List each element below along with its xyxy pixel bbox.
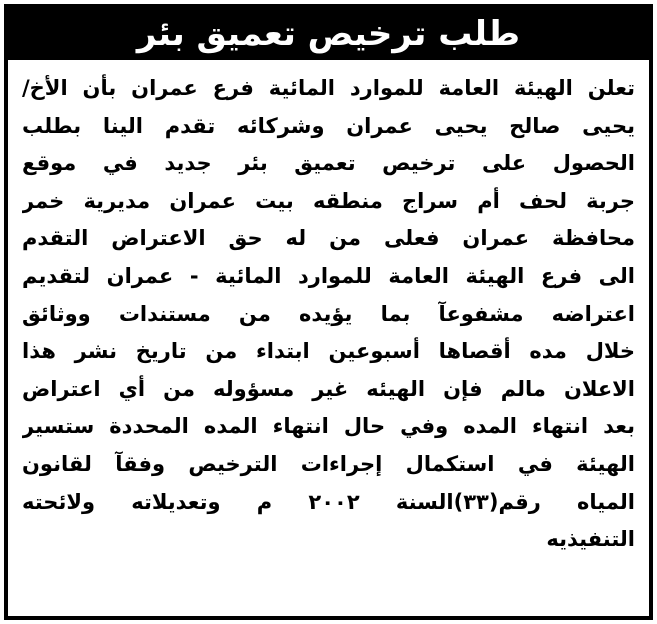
body-line: محافظة عمران فعلى من له حق الاعتراض التقدم <box>22 226 635 251</box>
notice-box <box>4 4 653 620</box>
body-line: الاعلان مالم فإن الهيئه غير مسؤوله من أي اعتراض <box>22 376 635 401</box>
body-line: الى فرع الهيئة العامة للموارد المائية - عمران لتقديم <box>22 263 635 288</box>
body-line: تعلن الهيئة العامة للموارد المائية فرع عمران بأن الأخ/ <box>22 76 635 100</box>
title-banner <box>8 8 649 60</box>
body-line: بعد انتهاء المده وفي حال انتهاء المده المحددة ستسير <box>22 414 635 439</box>
body-line-last: التنفيذيه <box>546 527 635 552</box>
body-line: الهيئة في استكمال إجراءات الترخيص وفقآ لقانون <box>22 451 635 476</box>
notice-body <box>22 70 635 559</box>
body-line: خلال مده أقصاها أسبوعين ابتداء من تاريخ نشر هذا <box>22 339 635 364</box>
notice-title: طلب ترخيص تعميق بئر <box>136 14 521 54</box>
body-line: جربة لحف أم سراج منطقه بيت عمران مديرية خمر <box>22 188 635 213</box>
body-line: الحصول على ترخيص تعميق بئر جديد في موقع <box>22 151 635 176</box>
body-line: يحيى صالح يحيى عمران وشركائه تقدم الينا بطلب <box>22 113 635 138</box>
body-line: اعتراضه مشفوعآ بما يؤيده من مستندات ووثائق <box>22 301 635 326</box>
body-line: المياه رقم(٣٣)السنة ٢٠٠٢ م وتعديلاته ولائحته <box>22 489 635 514</box>
